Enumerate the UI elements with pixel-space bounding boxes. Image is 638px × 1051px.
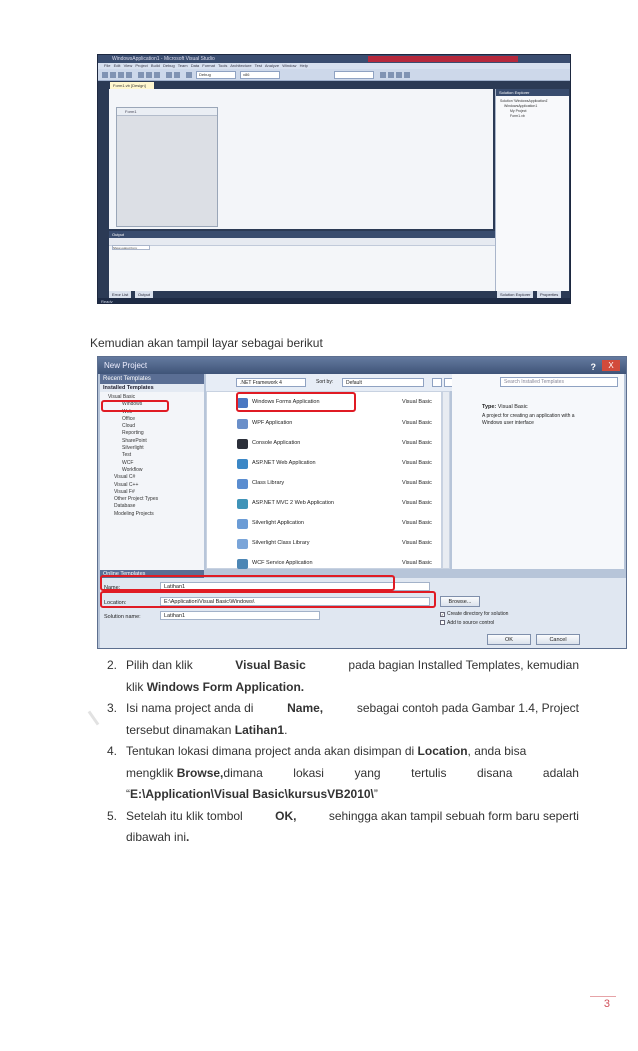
- copy-icon[interactable]: [146, 72, 152, 78]
- template-language: Visual Basic: [402, 420, 432, 426]
- step-text: , anda bisa: [467, 744, 527, 758]
- step-number: 4.: [107, 744, 118, 758]
- step-text: pada bagian Installed Templates, kemudian: [348, 658, 579, 672]
- template-language: Visual Basic: [402, 540, 432, 546]
- step-3: [107, 698, 579, 741]
- output-toolbar: [109, 238, 495, 250]
- page-number-rule: [590, 996, 616, 997]
- menu-tools[interactable]: Tools: [218, 63, 228, 68]
- save-all-icon[interactable]: [126, 72, 132, 78]
- tree-windows[interactable]: Windows: [122, 401, 143, 408]
- paste-icon[interactable]: [154, 72, 160, 78]
- output-title: Output: [109, 231, 495, 238]
- menu-test[interactable]: Test: [254, 63, 262, 68]
- tree-modeling-projects[interactable]: Modeling Projects: [114, 510, 154, 517]
- new-project-dialog: [97, 356, 627, 649]
- step-text: dibawah ini: [126, 830, 187, 844]
- project-node[interactable]: WindowsApplication1: [504, 104, 538, 108]
- menu-file[interactable]: File: [104, 63, 111, 68]
- checkbox-empty-icon: [440, 620, 445, 625]
- output-source-select[interactable]: Show output from:: [112, 245, 150, 250]
- config-combo[interactable]: Debug: [196, 71, 236, 79]
- ok-button[interactable]: OK: [487, 634, 531, 645]
- step-text: tersebut dinamakan: [126, 722, 232, 737]
- highlight-visual-basic: [101, 400, 169, 412]
- template-item[interactable]: [207, 454, 437, 474]
- template-list: [206, 391, 442, 569]
- online-templates-header[interactable]: Online Templates: [100, 570, 204, 578]
- tree-test[interactable]: Test: [122, 452, 132, 459]
- template-item[interactable]: [207, 494, 437, 514]
- location-field[interactable]: E:\Application\Visual Basic\Windows\: [160, 597, 430, 606]
- tree-silverlight[interactable]: Silverlight: [122, 445, 144, 452]
- step-bold: Windows Form Application.: [146, 679, 305, 694]
- step-line: [126, 763, 579, 785]
- wpf-icon: [237, 419, 248, 429]
- dialog-title: New Project: [104, 361, 148, 370]
- page-number: 3: [603, 998, 610, 1010]
- menu-data[interactable]: Data: [190, 63, 200, 68]
- create-directory-checkbox[interactable]: [440, 611, 508, 617]
- open-icon[interactable]: [110, 72, 116, 78]
- tree-other-project-types[interactable]: Other Project Types: [114, 496, 159, 503]
- template-item[interactable]: [207, 534, 437, 554]
- solution-explorer-icon[interactable]: [388, 72, 394, 78]
- name-label: Name:: [104, 585, 121, 591]
- add-source-control-label: Add to source control: [447, 620, 495, 626]
- dialog-titlebar: [98, 357, 626, 374]
- add-source-control-checkbox[interactable]: [440, 620, 494, 626]
- new-project-icon[interactable]: [102, 72, 108, 78]
- step-bold: .: [186, 830, 190, 844]
- step-word: disana: [477, 765, 513, 780]
- menu-window[interactable]: Window: [282, 63, 297, 68]
- step-2: [107, 655, 579, 698]
- menu-debug[interactable]: Debug: [162, 63, 175, 68]
- form1-title: Form1: [117, 108, 217, 116]
- close-icon[interactable]: X: [602, 360, 620, 371]
- aspnet-icon: [237, 459, 248, 469]
- step-bold: Latihan1: [234, 722, 285, 737]
- installed-templates-header[interactable]: Installed Templates: [100, 384, 204, 392]
- view-medium-icons-button[interactable]: [432, 378, 442, 387]
- design-tab[interactable]: Form1.vb [Design]: [110, 82, 154, 89]
- visual-studio-screenshot: [97, 54, 571, 304]
- tree-sharepoint[interactable]: SharePoint: [122, 437, 147, 444]
- step-line: [126, 720, 579, 742]
- template-item[interactable]: [207, 474, 437, 494]
- menu-team[interactable]: Team: [177, 63, 188, 68]
- create-directory-label: Create directory for solution: [447, 611, 509, 617]
- step-text: Isi nama project anda di: [126, 701, 254, 715]
- template-name: Silverlight Class Library: [252, 540, 310, 546]
- template-type: [482, 404, 528, 410]
- start-debug-icon[interactable]: [186, 72, 192, 78]
- checkmark-icon: ✓: [441, 612, 445, 617]
- tree-visual-cpp[interactable]: Visual C++: [114, 481, 139, 488]
- tree-workflow[interactable]: Workflow: [122, 466, 143, 473]
- ide-titlebar-highlight: [368, 56, 518, 62]
- solution-tree: [496, 96, 569, 119]
- browse-button[interactable]: Browse...: [440, 596, 480, 607]
- tree-visual-fsharp[interactable]: Visual F#: [114, 488, 135, 495]
- name-field[interactable]: Latihan1: [160, 582, 430, 591]
- menu-format[interactable]: Format: [202, 63, 215, 68]
- find-icon[interactable]: [380, 72, 386, 78]
- step-number: 3.: [107, 701, 118, 715]
- template-language: Visual Basic: [402, 500, 432, 506]
- template-name: WPF Application: [252, 420, 293, 426]
- template-name: WCF Service Application: [252, 560, 313, 566]
- framework-select[interactable]: .NET Framework 4: [236, 378, 306, 387]
- solution-explorer-title: Solution Explorer: [496, 89, 569, 96]
- sort-label: Sort by:: [316, 379, 334, 385]
- step-line: [126, 827, 579, 849]
- status-bar: Ready: [98, 298, 570, 304]
- step-word: tertulis: [411, 765, 447, 780]
- tree-visual-csharp[interactable]: Visual C#: [114, 474, 136, 481]
- caption-text: Kemudian akan tampil layar sebagai berikut: [90, 336, 323, 350]
- mvc-icon: [237, 499, 248, 509]
- solution-explorer-tab[interactable]: Solution Explorer: [497, 291, 533, 298]
- menu-architecture[interactable]: Architecture: [230, 63, 252, 68]
- silverlight-library-icon: [237, 539, 248, 549]
- step-5: [107, 806, 579, 849]
- step-number: 5.: [107, 808, 118, 823]
- template-item[interactable]: [207, 414, 437, 434]
- highlight-location-field: [100, 591, 436, 608]
- step-word: dimana: [223, 765, 263, 780]
- ide-titlebar: [98, 55, 570, 63]
- step-bold: OK,: [275, 808, 297, 823]
- step-line: [126, 806, 579, 828]
- form1-node[interactable]: Form1.vb: [510, 114, 525, 118]
- tree-cloud[interactable]: Cloud: [122, 423, 136, 430]
- silverlight-icon: [237, 519, 248, 529]
- type-label: Type:: [482, 404, 497, 410]
- bottom-tabs: [109, 291, 569, 298]
- tree-database[interactable]: Database: [114, 503, 136, 510]
- menu-build[interactable]: Build: [150, 63, 160, 68]
- platform-combo[interactable]: x86: [240, 71, 280, 79]
- step-bold: Location: [417, 744, 468, 758]
- open-quote: “: [126, 787, 130, 801]
- step-line: [126, 698, 579, 720]
- menu-help[interactable]: Help: [299, 63, 308, 68]
- step-word: adalah: [542, 765, 579, 780]
- template-name: Windows Forms Application: [252, 399, 320, 405]
- tree-office[interactable]: Office: [122, 415, 135, 422]
- ide-toolbar: [98, 69, 570, 81]
- menu-project[interactable]: Project: [135, 63, 148, 68]
- step-number: 2.: [107, 658, 118, 672]
- toolbox-icon[interactable]: [404, 72, 410, 78]
- undo-icon[interactable]: [166, 72, 172, 78]
- step-bold: Name,: [287, 701, 324, 715]
- template-language: Visual Basic: [402, 480, 432, 486]
- step-text: Pilih dan klik: [126, 658, 193, 672]
- step-text: sebagai contoh pada Gambar 1.4, Project: [356, 701, 579, 715]
- template-name: ASP.NET MVC 2 Web Application: [252, 500, 334, 506]
- step-4: [107, 741, 579, 806]
- solution-node[interactable]: Solution 'WindowsApplication1': [500, 99, 549, 103]
- menu-edit[interactable]: Edit: [113, 63, 121, 68]
- close-quote: ”: [373, 787, 378, 801]
- template-description: A project for creating an application with a Windows user interface: [482, 413, 575, 426]
- location-label: Location:: [104, 600, 127, 606]
- class-library-icon: [237, 479, 248, 489]
- step-line: [126, 655, 579, 677]
- highlight-windows-forms: [236, 392, 356, 412]
- sort-select[interactable]: Default: [342, 378, 424, 387]
- step-text: Setelah itu klik tombol: [126, 808, 243, 823]
- template-name: Silverlight Application: [252, 520, 304, 526]
- template-list-scrollbar[interactable]: [442, 391, 450, 569]
- step-word: lokasi: [293, 765, 324, 780]
- menu-view[interactable]: View: [123, 63, 133, 68]
- step-text: klik: [126, 679, 144, 694]
- template-item[interactable]: [207, 514, 437, 534]
- redo-icon[interactable]: [174, 72, 180, 78]
- margin-mark: [88, 711, 100, 726]
- tree-wcf[interactable]: WCF: [122, 459, 134, 466]
- template-language: Visual Basic: [402, 460, 432, 466]
- step-text: .: [284, 722, 288, 737]
- step-bold: Visual Basic: [235, 658, 306, 672]
- step-text: sehingga akan tampil sebuah form baru seperti: [328, 808, 579, 823]
- template-name: Console Application: [252, 440, 301, 446]
- template-item[interactable]: [207, 434, 437, 454]
- type-value: Visual Basic: [497, 404, 528, 410]
- step-text: Tentukan lokasi dimana project anda akan disimpan di: [126, 744, 415, 758]
- tree-web[interactable]: Web: [122, 408, 133, 415]
- ide-title: WindowsApplication1 - Microsoft Visual Studio: [112, 56, 215, 62]
- step-line: [126, 784, 579, 806]
- step-bold: E:\Application\Visual Basic\kursusVB2010\: [130, 787, 374, 801]
- template-language: Visual Basic: [402, 520, 432, 526]
- step-bold: Browse,: [176, 765, 224, 780]
- console-icon: [237, 439, 248, 449]
- template-details-pane: [452, 374, 624, 569]
- solution-name-field[interactable]: Latihan1: [160, 611, 320, 620]
- template-name: ASP.NET Web Application: [252, 460, 316, 466]
- find-combo[interactable]: [334, 71, 374, 79]
- search-templates-input[interactable]: Search Installed Templates: [500, 377, 618, 387]
- highlight-name-field: [100, 575, 395, 591]
- cut-icon[interactable]: [138, 72, 144, 78]
- step-word: yang: [354, 765, 381, 780]
- instruction-steps: [107, 655, 579, 849]
- save-icon[interactable]: [118, 72, 124, 78]
- toolbox-strip[interactable]: [98, 81, 108, 291]
- template-item[interactable]: [207, 554, 437, 574]
- form1-preview[interactable]: [116, 107, 218, 227]
- step-word: mengklik: [126, 765, 174, 780]
- cancel-button[interactable]: Cancel: [536, 634, 580, 645]
- template-language: Visual Basic: [402, 560, 432, 566]
- properties-icon[interactable]: [396, 72, 402, 78]
- template-language: Visual Basic: [402, 399, 432, 405]
- template-language: Visual Basic: [402, 440, 432, 446]
- step-text: [126, 763, 263, 785]
- template-name: Class Library: [252, 480, 285, 486]
- step-line: [126, 677, 579, 699]
- output-panel: [109, 231, 495, 291]
- wcf-icon: [237, 559, 248, 569]
- solution-name-label: Solution name:: [104, 614, 141, 620]
- myproject-node[interactable]: My Project: [510, 109, 527, 113]
- menu-analyze[interactable]: Analyze: [264, 63, 280, 68]
- properties-tab[interactable]: Properties: [537, 291, 561, 298]
- error-list-tab[interactable]: Error List: [109, 291, 131, 298]
- step-line: [126, 741, 579, 763]
- output-tab[interactable]: Output: [135, 291, 153, 298]
- tree-reporting[interactable]: Reporting: [122, 430, 144, 437]
- help-icon[interactable]: ?: [590, 362, 596, 372]
- solution-explorer: [495, 89, 569, 291]
- recent-templates-header[interactable]: Recent Templates: [100, 374, 204, 384]
- tree-visual-basic[interactable]: Visual Basic: [108, 394, 136, 400]
